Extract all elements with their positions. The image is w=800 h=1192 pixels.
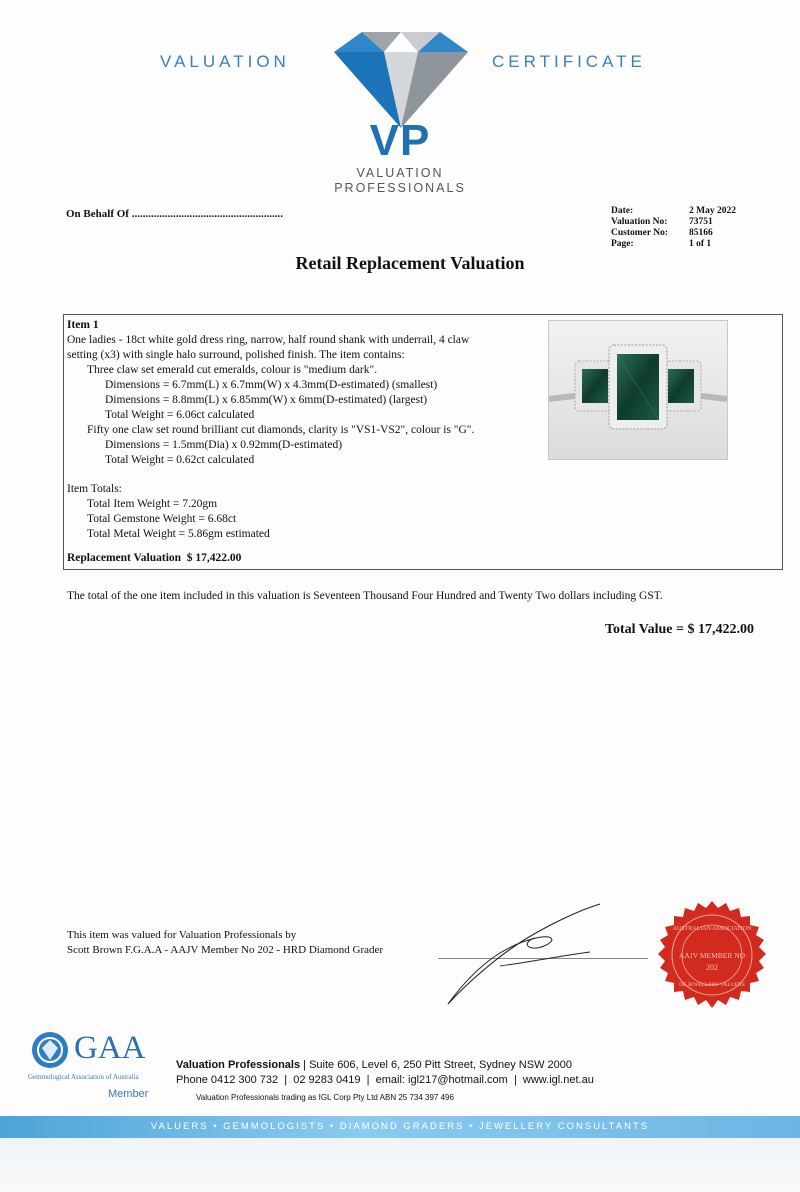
aajv-seal-icon	[656, 900, 768, 1012]
item-line: One ladies - 18ct white gold dress ring, narrow, half round shank with underrail, 4 claw	[67, 334, 470, 346]
item-heading: Item 1	[67, 319, 99, 331]
item-line: Dimensions = 6.7mm(L) x 6.7mm(W) x 4.3mm(D-estimated) (smallest)	[105, 379, 438, 391]
company-name: Valuation Professionals	[176, 1059, 301, 1071]
logo-line-professionals: PROFESSIONALS	[334, 181, 466, 195]
company-contact: Phone 0412 300 732 | 02 9283 0419 | email: igl217@hotmail.com | www.igl.net.au	[176, 1074, 594, 1086]
company-trading: Valuation Professionals trading as IGL Corp Pty Ltd ABN 25 734 397 496	[196, 1093, 454, 1102]
company-address: | Suite 606, Level 6, 250 Pitt Street, Sydney NSW 2000	[300, 1059, 572, 1071]
total-value: Total Value = $ 17,422.00	[604, 622, 754, 637]
footer-band-text: VALUERS • GEMMOLOGISTS • DIAMOND GRADERS • JEWELLERY CONSULTANTS	[150, 1121, 650, 1132]
seal-bottom-text: OF JEWELLERY VALUERS	[679, 982, 745, 988]
meta-value: 1 of 1	[689, 239, 712, 249]
seal-middle-text: AAJV MEMBER NO	[678, 951, 746, 960]
seal-top-text: AUSTRALIAN ASSOCIATION	[672, 926, 752, 932]
item-totals	[67, 482, 270, 542]
valuer-statement	[67, 928, 383, 958]
meta-value: 85166	[689, 228, 713, 238]
summary-text: The total of the one item included in this valuation is Seventeen Thousand Four Hundred and Twenty Two dollars including GST.	[67, 590, 663, 602]
footer-contact	[176, 1058, 646, 1088]
meta-row-page	[611, 239, 736, 250]
gaa-name: GAA	[74, 1030, 146, 1066]
footer-address-line	[176, 1058, 646, 1073]
header-valuation-word: VALUATION	[160, 52, 290, 71]
meta-label: Valuation No:	[611, 217, 668, 227]
meta-value: 2 May 2022	[689, 206, 736, 216]
meta-value: 73751	[689, 217, 713, 227]
on-behalf-of: On Behalf Of .......................................................	[66, 208, 283, 220]
item-description	[67, 318, 547, 468]
valuer-line-1: This item was valued for Valuation Professionals by	[67, 929, 297, 941]
meta-label: Page:	[611, 239, 634, 249]
meta-table	[611, 206, 736, 250]
gaa-gem-icon	[30, 1030, 70, 1070]
signature-icon	[440, 900, 610, 1010]
valuer-line-2: Scott Brown F.G.A.A - AAJV Member No 202 - HRD Diamond Grader	[67, 944, 384, 956]
item-line: Three claw set emerald cut emeralds, colour is "medium dark".	[87, 364, 378, 376]
diamond-logo-icon	[334, 30, 468, 130]
item-line: Fifty one claw set round brilliant cut diamonds, clarity is "VS1-VS2", colour is "G".	[87, 424, 475, 436]
totals-line: Total Metal Weight = 5.86gm estimated	[87, 528, 270, 540]
logo-initials: VP	[369, 116, 431, 165]
gaa-subtitle: Gemmological Association of Australia	[28, 1073, 139, 1081]
replacement-valuation: Replacement Valuation $ 17,422.00	[67, 552, 242, 564]
item-line: setting (x3) with single halo surround, polished finish. The item contains:	[67, 349, 405, 361]
meta-label: Date:	[611, 206, 634, 216]
totals-line: Total Gemstone Weight = 6.68ct	[87, 513, 237, 525]
item-line: Dimensions = 8.8mm(L) x 6.85mm(W) x 6mm(D-estimated) (largest)	[105, 394, 428, 406]
totals-line: Total Item Weight = 7.20gm	[87, 498, 218, 510]
footer-band-shadow	[0, 1138, 800, 1192]
item-line: Total Weight = 6.06ct calculated	[105, 409, 255, 421]
document-title: Retail Replacement Valuation	[295, 253, 525, 273]
header-certificate-word: CERTIFICATE	[492, 52, 646, 71]
ring-photo	[548, 320, 728, 460]
gaa-logo	[28, 1028, 158, 1108]
item-line: Total Weight = 0.62ct calculated	[105, 454, 255, 466]
gaa-member: Member	[108, 1088, 149, 1100]
logo-line-valuation: VALUATION	[356, 166, 444, 180]
ring-icon	[549, 321, 727, 459]
totals-heading: Item Totals:	[67, 483, 122, 495]
meta-row-customer-no	[611, 228, 736, 239]
item-line: Dimensions = 1.5mm(Dia) x 0.92mm(D-estimated)	[105, 439, 343, 451]
meta-row-date	[611, 206, 736, 217]
meta-label: Customer No:	[611, 228, 669, 238]
seal-number: 202	[706, 963, 718, 972]
meta-row-valuation-no	[611, 217, 736, 228]
